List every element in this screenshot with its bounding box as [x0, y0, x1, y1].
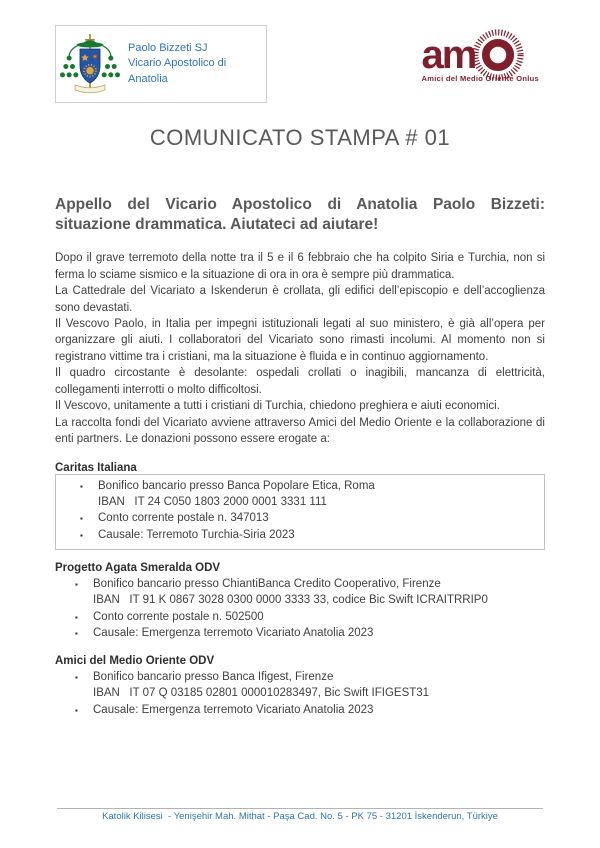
list-item-text	[98, 527, 536, 543]
list-item-text	[93, 625, 545, 641]
bullet-icon: ▪	[75, 612, 78, 622]
donation-section	[55, 655, 545, 720]
amo-logo	[422, 29, 539, 83]
bullet-icon: ▪	[75, 673, 78, 683]
bishop-name: Paolo Bizzeti SJ	[128, 41, 208, 54]
list-item-text	[98, 478, 536, 511]
page-footer	[57, 808, 543, 822]
page-title: COMUNICATO STAMPA # 01	[149, 125, 451, 150]
amo-letters: am	[421, 33, 476, 77]
appeal-heading: Appello del Vicario Apostolico di Anatolia Paolo Bizzeti: situazione drammatica. Aiutateci ad aiutare!	[55, 196, 545, 234]
bullet-icon: ▪	[75, 705, 78, 715]
paragraph: Il Vescovo, unitamente a tutti i cristiani di Turchia, chiedono preghiera e aiuti economici.	[55, 400, 500, 413]
episcopal-coat-of-arms-icon	[60, 30, 120, 98]
list-item	[60, 478, 536, 511]
donation-sections	[55, 462, 545, 721]
section-heading: Progetto Agata Smeralda ODV	[55, 561, 221, 574]
vicariate-identity-block	[55, 25, 267, 103]
document-header	[55, 25, 545, 103]
list-item	[55, 669, 545, 702]
list-item	[55, 625, 545, 641]
paragraph: La raccolta fondi del Vicariato avviene attraverso Amici del Medio Oriente e la collaborazione di enti partners. Le donazioni possono essere erogate a:	[55, 416, 545, 446]
list-item	[55, 702, 545, 718]
bishop-role: Vicario Apostolico di Anatolia	[128, 57, 227, 85]
list-item-line: Conto corrente postale n. 502500	[93, 610, 264, 623]
section-heading: Amici del Medio Oriente ODV	[55, 655, 215, 668]
paragraph: Dopo il grave terremoto della notte tra il 5 e il 6 febbraio che ha colpito Siria e Turchia, non si ferma lo sciame sismico e la situazione di ora in ora è sempre più drammatica.	[55, 252, 545, 281]
list-item-text	[93, 576, 545, 609]
paragraph: Il Vescovo Paolo, in Italia per impegni istituzionali legati al suo ministero, è già all’opera per organizzare gli aiuti. I collaboratori del Vicariato sono rimasti incolumi. Al momento non si registrano vittime tra i cristiani, ma la situazione è fluida e in continuo aggiornamento.	[55, 318, 545, 363]
bullet-icon: ▪	[80, 481, 83, 491]
body-paragraphs	[55, 250, 545, 447]
list-item-text	[98, 510, 536, 526]
list-item-line: Causale: Terremoto Turchia-Siria 2023	[98, 528, 295, 541]
list-item-line: Bonifico bancario presso ChiantiBanca Credito Cooperativo, Firenze	[93, 577, 441, 590]
list-item-text	[93, 702, 545, 718]
paragraph: La Cattedrale del Vicariato a Iskenderun è crollata, gli edifici dell’episcopio e dell’accoglienza sono devastati.	[55, 285, 545, 314]
donation-section	[55, 562, 545, 643]
list-item-text	[93, 609, 545, 625]
section-heading: Caritas Italiana	[55, 461, 137, 474]
donation-list	[55, 574, 545, 643]
list-item-line: IBAN IT 07 Q 03185 02801 000010283497, Bic Swift IFIGEST31	[93, 687, 430, 700]
bullet-icon: ▪	[80, 530, 83, 540]
list-item-line: Causale: Emergenza terremoto Vicariato Anatolia 2023	[93, 626, 374, 639]
bullet-icon: ▪	[80, 514, 83, 524]
list-item-line: IBAN IT 24 C050 1803 2000 0001 3331 111	[98, 495, 327, 508]
list-item-line: IBAN IT 91 K 0867 3028 0300 0000 3333 33, codice Bic Swift ICRAITRRIP0	[93, 594, 488, 607]
amo-subtitle: Amici del Medio Oriente Onlus	[421, 74, 539, 83]
donation-section	[55, 462, 545, 550]
list-item	[60, 527, 536, 543]
vicariate-identity-text	[128, 41, 260, 87]
list-item-line: Bonifico bancario presso Banca Ifigest, Firenze	[93, 671, 334, 684]
list-item-line: Conto corrente postale n. 347013	[98, 512, 269, 525]
donation-list-boxed	[55, 474, 545, 550]
list-item	[55, 609, 545, 625]
list-item	[55, 576, 545, 609]
footer-address: Katolik Kilisesi - Yenişehir Mah. Mithat - Paşa Cad. No. 5 - PK 75 - 31201 İskenderun, Türkiye	[102, 811, 498, 822]
list-item-text	[93, 669, 545, 702]
list-item-line: Causale: Emergenza terremoto Vicariato Anatolia 2023	[93, 703, 374, 716]
list-item	[60, 510, 536, 526]
bullet-icon: ▪	[75, 628, 78, 638]
donation-list	[55, 667, 545, 720]
bullet-icon: ▪	[75, 579, 78, 589]
footer-divider	[57, 808, 543, 809]
list-item-line: Bonifico bancario presso Banca Popolare Etica, Roma	[98, 479, 375, 492]
paragraph: Il quadro circostante è desolante: ospedali crollati o inagibili, mancanza di elettricità, collegamenti interrotti o molto difficoltosi.	[55, 367, 545, 396]
